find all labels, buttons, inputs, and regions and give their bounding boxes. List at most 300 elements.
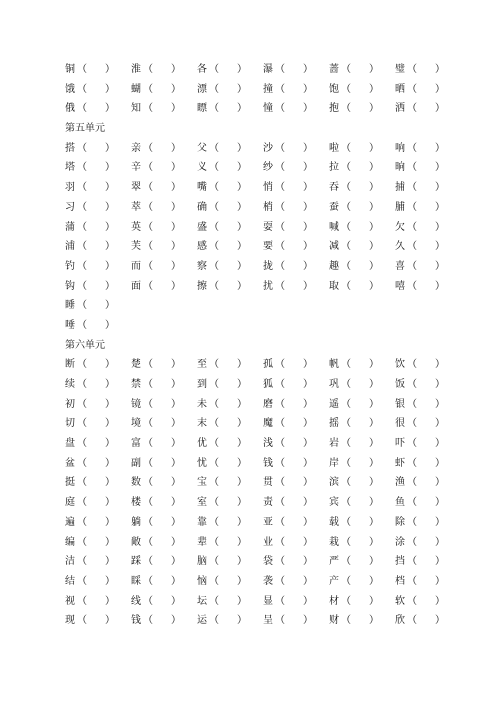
close-paren: ）	[237, 556, 247, 568]
answer-blank[interactable]	[153, 218, 171, 238]
answer-blank[interactable]	[417, 375, 435, 395]
character-cell	[263, 611, 329, 631]
answer-blank[interactable]	[285, 473, 303, 493]
character-cell	[197, 80, 263, 100]
answer-blank[interactable]	[417, 414, 435, 434]
answer-blank[interactable]	[153, 611, 171, 631]
answer-blank[interactable]	[351, 592, 369, 612]
open-paren: （	[209, 438, 219, 450]
open-paren: （	[407, 398, 417, 410]
character-cell	[263, 533, 329, 553]
open-paren: （	[275, 280, 285, 292]
character: 蝴	[131, 83, 141, 95]
open-paren: （	[143, 497, 153, 509]
answer-blank[interactable]	[219, 218, 237, 238]
answer-blank[interactable]	[219, 434, 237, 454]
answer-blank[interactable]	[87, 375, 105, 395]
close-paren: ）	[303, 516, 313, 528]
close-paren: ）	[237, 477, 247, 489]
answer-blank[interactable]	[87, 257, 105, 277]
close-paren: ）	[105, 398, 115, 410]
close-paren: ）	[303, 182, 313, 194]
answer-blank[interactable]	[219, 60, 237, 80]
answer-blank[interactable]	[219, 237, 237, 257]
character-row	[0, 296, 500, 316]
close-paren: ）	[369, 438, 379, 450]
answer-blank[interactable]	[351, 375, 369, 395]
character-cell	[263, 493, 329, 513]
answer-blank[interactable]	[417, 218, 435, 238]
open-paren: （	[341, 64, 351, 75]
character-cell	[329, 533, 395, 553]
character: 取	[329, 280, 339, 292]
character-row	[0, 316, 500, 336]
close-paren: ）	[369, 241, 379, 253]
answer-blank[interactable]	[351, 572, 369, 592]
character-cell	[263, 572, 329, 592]
close-paren: ）	[171, 418, 181, 430]
open-paren: （	[275, 575, 285, 587]
close-paren: ）	[171, 575, 181, 587]
open-paren: （	[77, 319, 87, 331]
answer-blank[interactable]	[153, 355, 171, 375]
answer-blank[interactable]	[153, 434, 171, 454]
answer-blank[interactable]	[351, 198, 369, 218]
answer-blank[interactable]	[153, 237, 171, 257]
answer-blank[interactable]	[219, 533, 237, 553]
character-cell	[131, 592, 197, 612]
close-paren: ）	[303, 457, 313, 469]
close-paren: ）	[237, 182, 247, 194]
open-paren: （	[209, 398, 219, 410]
character: 睡	[65, 300, 75, 312]
character-cell	[65, 572, 131, 592]
answer-blank[interactable]	[153, 513, 171, 533]
answer-blank[interactable]	[351, 277, 369, 297]
character: 富	[131, 438, 141, 450]
character-cell	[395, 158, 461, 178]
character-row	[0, 60, 500, 80]
answer-blank[interactable]	[87, 454, 105, 474]
close-paren: ）	[237, 575, 247, 587]
answer-blank[interactable]	[153, 572, 171, 592]
answer-blank[interactable]	[153, 139, 171, 159]
close-paren: ）	[171, 280, 181, 292]
close-paren: ）	[435, 457, 445, 469]
answer-blank[interactable]	[153, 277, 171, 297]
answer-blank[interactable]	[87, 316, 105, 336]
answer-blank[interactable]	[417, 158, 435, 178]
answer-blank[interactable]	[417, 139, 435, 159]
answer-blank[interactable]	[351, 80, 369, 100]
open-paren: （	[77, 575, 87, 587]
character-cell	[197, 355, 263, 375]
answer-blank[interactable]	[285, 611, 303, 631]
answer-blank[interactable]	[87, 611, 105, 631]
answer-blank[interactable]	[351, 60, 369, 80]
answer-blank[interactable]	[351, 355, 369, 375]
character: 脑	[197, 556, 207, 568]
character-cell	[263, 198, 329, 218]
answer-blank[interactable]	[153, 158, 171, 178]
character: 洒	[395, 103, 405, 115]
close-paren: ）	[369, 83, 379, 95]
character: 未	[197, 398, 207, 410]
answer-blank[interactable]	[87, 139, 105, 159]
character-row	[0, 257, 500, 277]
character-cell	[395, 218, 461, 238]
close-paren: ）	[303, 595, 313, 607]
answer-blank[interactable]	[285, 395, 303, 415]
character-cell	[263, 277, 329, 297]
character-cell	[395, 355, 461, 375]
answer-blank[interactable]	[285, 493, 303, 513]
character-cell	[395, 178, 461, 198]
answer-blank[interactable]	[87, 513, 105, 533]
answer-blank[interactable]	[417, 533, 435, 553]
answer-blank[interactable]	[87, 158, 105, 178]
character: 亚	[263, 516, 273, 528]
character: 扰	[263, 280, 273, 292]
answer-blank[interactable]	[219, 158, 237, 178]
answer-blank[interactable]	[417, 198, 435, 218]
answer-blank[interactable]	[417, 80, 435, 100]
answer-blank[interactable]	[87, 277, 105, 297]
answer-blank[interactable]	[153, 60, 171, 80]
character: 切	[65, 418, 75, 430]
close-paren: ）	[369, 260, 379, 272]
answer-blank[interactable]	[87, 178, 105, 198]
close-paren: ）	[105, 457, 115, 469]
answer-blank[interactable]	[351, 513, 369, 533]
answer-blank[interactable]	[417, 434, 435, 454]
answer-blank[interactable]	[219, 375, 237, 395]
answer-blank[interactable]	[219, 414, 237, 434]
answer-blank[interactable]	[285, 257, 303, 277]
character: 芙	[131, 241, 141, 253]
answer-blank[interactable]	[285, 375, 303, 395]
answer-blank[interactable]	[417, 395, 435, 415]
open-paren: （	[407, 418, 417, 430]
answer-blank[interactable]	[351, 493, 369, 513]
character-cell	[131, 454, 197, 474]
open-paren: （	[407, 162, 417, 174]
close-paren: ）	[369, 398, 379, 410]
answer-blank[interactable]	[285, 60, 303, 80]
answer-blank[interactable]	[285, 178, 303, 198]
close-paren: ）	[105, 300, 115, 312]
answer-blank[interactable]	[87, 198, 105, 218]
character-cell	[263, 395, 329, 415]
close-paren: ）	[303, 83, 313, 95]
character-cell	[263, 513, 329, 533]
answer-blank[interactable]	[219, 198, 237, 218]
close-paren: ）	[105, 575, 115, 587]
answer-blank[interactable]	[285, 237, 303, 257]
close-paren: ）	[303, 221, 313, 233]
open-paren: （	[143, 162, 153, 174]
character: 辛	[131, 162, 141, 174]
answer-blank[interactable]	[219, 257, 237, 277]
character: 俄	[65, 103, 75, 115]
answer-blank[interactable]	[417, 572, 435, 592]
close-paren: ）	[171, 182, 181, 194]
character: 初	[65, 398, 75, 410]
open-paren: （	[275, 418, 285, 430]
answer-blank[interactable]	[417, 237, 435, 257]
character-cell	[197, 572, 263, 592]
answer-blank[interactable]	[285, 218, 303, 238]
character-cell	[197, 414, 263, 434]
answer-blank[interactable]	[417, 60, 435, 80]
answer-blank[interactable]	[153, 395, 171, 415]
answer-blank[interactable]	[285, 277, 303, 297]
answer-blank[interactable]	[285, 552, 303, 572]
answer-blank[interactable]	[417, 355, 435, 375]
answer-blank[interactable]	[219, 473, 237, 493]
character: 英	[131, 221, 141, 233]
close-paren: ）	[435, 241, 445, 253]
character: 至	[197, 359, 207, 371]
answer-blank[interactable]	[285, 513, 303, 533]
answer-blank[interactable]	[219, 99, 237, 119]
open-paren: （	[77, 615, 87, 627]
answer-blank[interactable]	[87, 552, 105, 572]
answer-blank[interactable]	[153, 198, 171, 218]
answer-blank[interactable]	[417, 257, 435, 277]
answer-blank[interactable]	[417, 99, 435, 119]
answer-blank[interactable]	[285, 414, 303, 434]
character: 业	[263, 536, 273, 548]
character: 盆	[65, 457, 75, 469]
close-paren: ）	[435, 615, 445, 627]
answer-blank[interactable]	[219, 178, 237, 198]
answer-blank[interactable]	[351, 139, 369, 159]
answer-blank[interactable]	[285, 454, 303, 474]
answer-blank[interactable]	[153, 473, 171, 493]
open-paren: （	[77, 221, 87, 233]
character-cell	[131, 178, 197, 198]
character: 责	[263, 497, 273, 509]
character-cell	[65, 316, 131, 336]
answer-blank[interactable]	[285, 592, 303, 612]
character: 坛	[197, 595, 207, 607]
open-paren: （	[341, 83, 351, 95]
character-cell	[65, 218, 131, 238]
open-paren: （	[143, 359, 153, 371]
answer-blank[interactable]	[87, 355, 105, 375]
answer-blank[interactable]	[219, 139, 237, 159]
answer-blank[interactable]	[87, 533, 105, 553]
answer-blank[interactable]	[417, 513, 435, 533]
answer-blank[interactable]	[351, 552, 369, 572]
answer-blank[interactable]	[417, 592, 435, 612]
answer-blank[interactable]	[87, 592, 105, 612]
open-paren: （	[341, 398, 351, 410]
character-cell	[329, 375, 395, 395]
answer-blank[interactable]	[153, 257, 171, 277]
answer-blank[interactable]	[153, 375, 171, 395]
answer-blank[interactable]	[87, 296, 105, 316]
open-paren: （	[77, 497, 87, 509]
character-cell	[263, 139, 329, 159]
answer-blank[interactable]	[285, 99, 303, 119]
answer-blank[interactable]	[219, 572, 237, 592]
answer-blank[interactable]	[417, 473, 435, 493]
answer-blank[interactable]	[153, 414, 171, 434]
answer-blank[interactable]	[351, 99, 369, 119]
answer-blank[interactable]	[285, 80, 303, 100]
character-cell	[65, 592, 131, 612]
character-cell	[65, 414, 131, 434]
close-paren: ）	[171, 241, 181, 253]
character: 现	[65, 615, 75, 627]
answer-blank[interactable]	[351, 611, 369, 631]
character: 很	[395, 418, 405, 430]
close-paren: ）	[105, 359, 115, 371]
answer-blank[interactable]	[219, 355, 237, 375]
open-paren: （	[77, 241, 87, 253]
answer-blank[interactable]	[87, 493, 105, 513]
answer-blank[interactable]	[351, 533, 369, 553]
answer-blank[interactable]	[351, 395, 369, 415]
character: 鱼	[395, 497, 405, 509]
character: 视	[65, 595, 75, 607]
answer-blank[interactable]	[219, 493, 237, 513]
answer-blank[interactable]	[351, 218, 369, 238]
close-paren: ）	[303, 260, 313, 272]
answer-blank[interactable]	[285, 158, 303, 178]
open-paren: （	[407, 497, 417, 509]
character-cell	[329, 139, 395, 159]
answer-blank[interactable]	[219, 277, 237, 297]
close-paren: ）	[369, 536, 379, 548]
answer-blank[interactable]	[351, 434, 369, 454]
answer-blank[interactable]	[87, 395, 105, 415]
answer-blank[interactable]	[351, 178, 369, 198]
character: 呈	[263, 615, 273, 627]
character: 瞟	[197, 103, 207, 115]
answer-blank[interactable]	[351, 237, 369, 257]
answer-blank[interactable]	[219, 513, 237, 533]
answer-blank[interactable]	[351, 473, 369, 493]
close-paren: ）	[303, 398, 313, 410]
answer-blank[interactable]	[417, 493, 435, 513]
character-cell	[395, 552, 461, 572]
answer-blank[interactable]	[417, 611, 435, 631]
open-paren: （	[275, 615, 285, 627]
character-cell	[395, 395, 461, 415]
open-paren: （	[407, 438, 417, 450]
answer-blank[interactable]	[153, 99, 171, 119]
section-title: 第五单元	[65, 123, 105, 135]
answer-blank[interactable]	[153, 533, 171, 553]
answer-blank[interactable]	[219, 592, 237, 612]
close-paren: ）	[105, 260, 115, 272]
answer-blank[interactable]	[351, 414, 369, 434]
answer-blank[interactable]	[87, 572, 105, 592]
close-paren: ）	[435, 516, 445, 528]
open-paren: （	[143, 398, 153, 410]
answer-blank[interactable]	[153, 592, 171, 612]
answer-blank[interactable]	[417, 454, 435, 474]
answer-blank[interactable]	[219, 611, 237, 631]
character: 浦	[65, 241, 75, 253]
open-paren: （	[209, 477, 219, 489]
answer-blank[interactable]	[87, 218, 105, 238]
open-paren: （	[275, 103, 285, 115]
answer-blank[interactable]	[351, 454, 369, 474]
answer-blank[interactable]	[417, 178, 435, 198]
character-cell	[263, 99, 329, 119]
close-paren: ）	[369, 359, 379, 371]
character-row	[0, 178, 500, 198]
close-paren: ）	[237, 201, 247, 213]
close-paren: ）	[369, 556, 379, 568]
character-cell	[65, 611, 131, 631]
answer-blank[interactable]	[417, 277, 435, 297]
answer-blank[interactable]	[219, 395, 237, 415]
answer-blank[interactable]	[87, 414, 105, 434]
answer-blank[interactable]	[285, 434, 303, 454]
answer-blank[interactable]	[87, 99, 105, 119]
answer-blank[interactable]	[153, 80, 171, 100]
close-paren: ）	[369, 142, 379, 154]
character: 续	[65, 379, 75, 390]
answer-blank[interactable]	[219, 552, 237, 572]
answer-blank[interactable]	[153, 493, 171, 513]
open-paren: （	[209, 556, 219, 568]
character: 财	[329, 615, 339, 627]
answer-blank[interactable]	[87, 473, 105, 493]
open-paren: （	[143, 241, 153, 253]
answer-blank[interactable]	[351, 257, 369, 277]
answer-blank[interactable]	[219, 80, 237, 100]
answer-blank[interactable]	[285, 139, 303, 159]
close-paren: ）	[237, 438, 247, 450]
character: 蚕	[329, 201, 339, 213]
close-paren: ）	[435, 575, 445, 587]
answer-blank[interactable]	[219, 454, 237, 474]
answer-blank[interactable]	[285, 533, 303, 553]
answer-blank[interactable]	[351, 158, 369, 178]
character-cell	[329, 158, 395, 178]
character-cell	[131, 237, 197, 257]
close-paren: ）	[105, 182, 115, 194]
answer-blank[interactable]	[153, 178, 171, 198]
answer-blank[interactable]	[87, 237, 105, 257]
open-paren: （	[275, 182, 285, 194]
answer-blank[interactable]	[417, 552, 435, 572]
open-paren: （	[143, 201, 153, 213]
open-paren: （	[143, 418, 153, 430]
open-paren: （	[407, 359, 417, 371]
open-paren: （	[209, 536, 219, 548]
answer-blank[interactable]	[153, 552, 171, 572]
answer-blank[interactable]	[153, 454, 171, 474]
answer-blank[interactable]	[87, 434, 105, 454]
answer-blank[interactable]	[87, 80, 105, 100]
answer-blank[interactable]	[285, 572, 303, 592]
character-cell	[329, 355, 395, 375]
answer-blank[interactable]	[285, 198, 303, 218]
close-paren: ）	[171, 359, 181, 371]
open-paren: （	[77, 457, 87, 469]
answer-blank[interactable]	[285, 355, 303, 375]
answer-blank[interactable]	[87, 60, 105, 80]
close-paren: ）	[435, 64, 445, 75]
close-paren: ）	[171, 438, 181, 450]
